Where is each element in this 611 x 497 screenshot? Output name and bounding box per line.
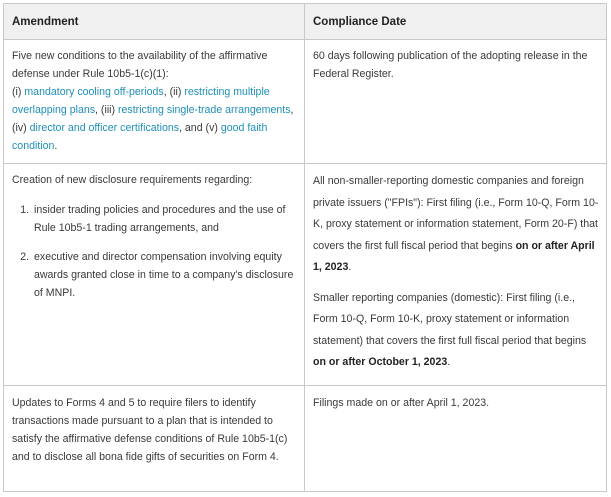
header-amendment: Amendment bbox=[4, 4, 305, 40]
amendment-cell bbox=[4, 164, 305, 386]
compliance-date-large-companies bbox=[313, 171, 600, 279]
link-director-and-officer-certifications[interactable]: director and officer certifications bbox=[29, 122, 180, 134]
compliance-date-cell: Filings made on or after April 1, 2023. bbox=[305, 386, 607, 492]
date2-bold: on or after October 1, 2023 bbox=[313, 356, 448, 368]
compliance-table bbox=[3, 3, 607, 492]
compliance-date-cell: 60 days following publication of the adopting release in the Federal Register. bbox=[305, 40, 607, 164]
disclosure-requirements-list bbox=[12, 201, 298, 302]
amendment-cell bbox=[4, 40, 305, 164]
table-row bbox=[4, 164, 607, 386]
row2-intro: Creation of new disclosure requirements regarding: bbox=[12, 174, 253, 186]
row1-i-prefix: (i) bbox=[12, 86, 25, 98]
compliance-table-container bbox=[3, 3, 606, 492]
link-good-faith-condition[interactable]: good faith condition bbox=[12, 122, 268, 152]
date2-text: Smaller reporting companies (domestic): First filing (i.e., Form 10-Q, Form 10-K, proxy statement or information statement) that covers the first full fiscal period that begins bbox=[313, 291, 587, 347]
compliance-date-smaller-companies bbox=[313, 288, 600, 374]
table-row bbox=[4, 40, 607, 164]
date1-text: All non-smaller-reporting domestic companies and foreign private issuers ("FPIs"): First filing (i.e., Form 10-Q, Form 10-K, proxy statement or information statement, Form 20-F) that covers the first full fiscal period that begins bbox=[313, 175, 599, 252]
date2-end: . bbox=[447, 356, 451, 368]
date1-bold: on or after April 1, 2023 bbox=[313, 239, 595, 273]
link-mandatory-cooling-off-periods[interactable]: mandatory cooling off-periods bbox=[24, 86, 164, 98]
row1-iii-prefix: , (iii) bbox=[95, 104, 118, 116]
date1-end: . bbox=[348, 261, 352, 273]
row1-iv-prefix: , (iv) bbox=[12, 104, 294, 134]
row1-intro: Five new conditions to the availability of the affirmative defense under Rule 10b5-1(c)(1): bbox=[12, 50, 268, 80]
header-compliance-date: Compliance Date bbox=[305, 4, 607, 40]
amendment-cell: Updates to Forms 4 and 5 to require filers to identify transactions made pursuant to a plan that is intended to satisfy the affirmative defense conditions of Rule 10b5-1(c) and to disclose all bona fide gifts of securities on Form 4. bbox=[4, 386, 305, 492]
row1-ii-prefix: , (ii) bbox=[163, 86, 185, 98]
row1-v-prefix: , and (v) bbox=[179, 122, 221, 134]
row1-end: . bbox=[54, 140, 58, 152]
table-header-row bbox=[4, 4, 607, 40]
link-restricting-single-trade-arrangements[interactable]: restricting single-trade arrangements bbox=[118, 104, 291, 116]
link-restricting-multiple-overlapping-plans[interactable]: restricting multiple overlapping plans bbox=[12, 86, 270, 116]
compliance-date-cell bbox=[305, 164, 607, 386]
table-row bbox=[4, 386, 607, 492]
list-item: 2. executive and director compensation involving equity awards granted close in time to a company's disclosure of MNPI. bbox=[32, 248, 298, 302]
list-item: 1. insider trading policies and procedures and the use of Rule 10b5-1 trading arrangements, and bbox=[32, 201, 298, 237]
